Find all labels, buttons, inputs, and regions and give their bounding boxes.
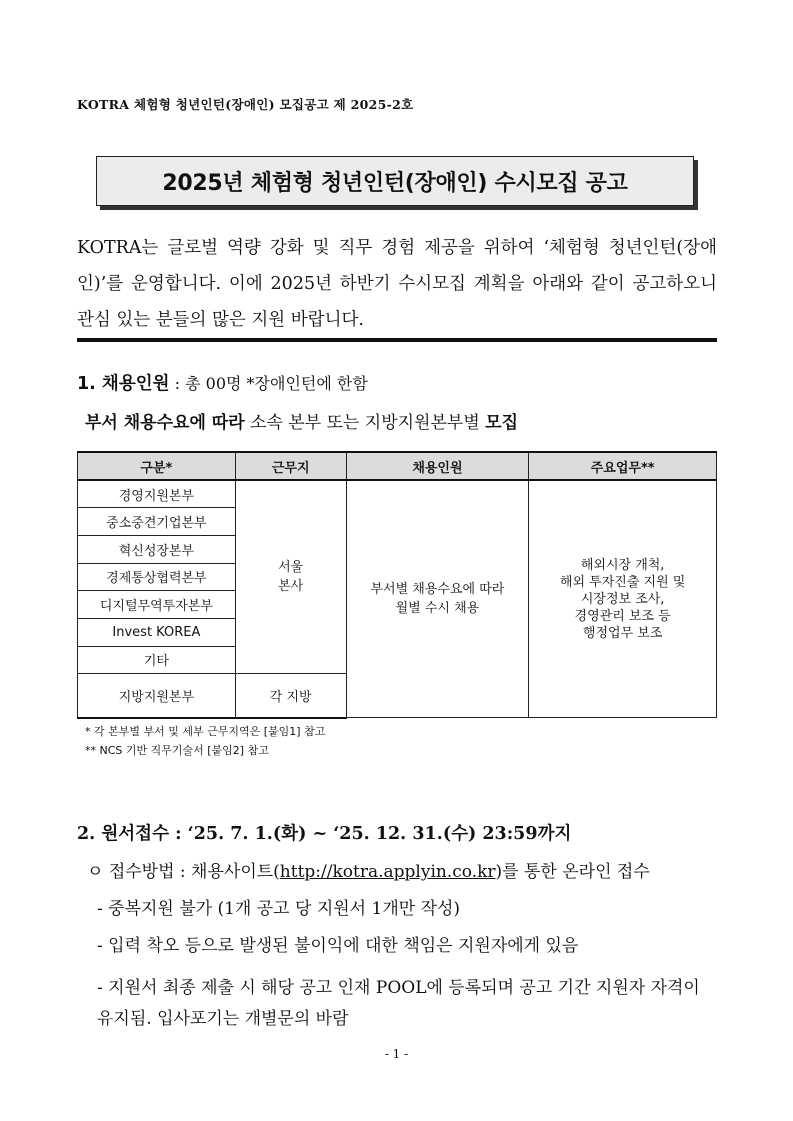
division-cell: 중소중견기업본부 [78,508,236,536]
headcount-line1: 부서별 채용수요에 따라 [370,582,505,598]
intro-paragraph: KOTRA는 글로벌 역량 강화 및 직무 경험 제공을 위하여 ‘체험형 청년인턴(장애인)’를 운영합니다. 이에 2025년 하반기 수시모집 계획을 아래와 같이 공고하오니 관심 있는 분들의 많은 지원 바랍니다. [77,238,717,330]
method-suffix: )를 통한 온라인 접수 [495,862,650,882]
location-regional-cell: 각 지방 [235,674,346,718]
method-line [87,862,650,882]
recruitment-table [77,451,717,719]
section1-heading-line [77,370,368,395]
table-header-cell: 구분* [78,452,236,480]
duty-line: 행정업무 보조 [582,625,663,641]
headcount-line2: 월별 수시 채용 [395,601,480,617]
note-line: * 각 본부별 부서 및 세부 근무지역은 [붙임1] 참고 [85,725,326,738]
section-divider [77,338,717,342]
apply-site-link[interactable]: http://kotra.applyin.co.kr [279,862,496,882]
division-cell: 경영지원본부 [78,480,236,508]
section1-sub-bold1: 부서 채용수요에 따라 [85,413,245,433]
duty-line: 해외시장 개척, [580,557,665,573]
list-item: - 지원서 최종 제출 시 해당 공고 인재 POOL에 등록되며 공고 기간 지원자 자격이 유지됨. 입사포기는 개별문의 바람 [97,978,700,1029]
duty-line: 해외 투자진출 지원 및 [559,574,686,590]
table-header-cell: 근무지 [235,452,346,480]
section1-sub-normal: 소속 본부 또는 지방지원본부별 [244,413,486,433]
division-cell: 지방지원본부 [78,674,236,718]
title-box [96,156,694,206]
division-cell: 경제통상협력본부 [78,563,236,591]
headcount-cell [346,480,529,718]
section1-subline [85,408,518,433]
table-row [78,480,717,508]
division-cell: 디지털무역투자본부 [78,591,236,619]
section2-heading: 2. 원서접수 : ‘25. 7. 1.(화) ~ ‘25. 12. 31.(수) 23:59까지 [77,824,572,844]
duty-line: 시장정보 조사, [580,591,665,607]
list-item: - 중복지원 불가 (1개 공고 당 지원서 1개만 작성) [97,899,461,919]
section1-sub-bold2: 모집 [485,413,519,433]
section1-heading: 1. 채용인원 [77,374,170,394]
list-item: - 입력 착오 등으로 발생된 불이익에 대한 책임은 지원자에게 있음 [97,936,579,956]
location-hq-line1: 서울 [278,560,304,576]
division-cell: Invest KOREA [78,618,236,646]
duty-line: 경영관리 보조 등 [574,608,671,624]
location-hq-line2: 본사 [278,579,304,595]
table-header-row [78,452,717,480]
page-title: 2025년 체험형 청년인턴(장애인) 수시모집 공고 [162,170,628,196]
location-hq-cell [235,480,346,674]
division-cell: 기타 [78,646,236,674]
table-notes [85,722,325,760]
notice-number: KOTRA 체험형 청년인턴(장애인) 모집공고 제 2025-2호 [77,97,414,112]
page-number: - 1 - [384,1047,409,1061]
section1-detail: : 총 00명 *장애인턴에 한함 [169,374,368,393]
method-prefix: ㅇ 접수방법 : 채용사이트( [87,862,280,882]
note-line: ** NCS 기반 직무기술서 [붙임2] 참고 [85,744,269,757]
duties-cell [529,480,717,718]
table-header-cell: 채용인원 [346,452,529,480]
table-header-cell: 주요업무** [529,452,717,480]
division-cell: 혁신성장본부 [78,535,236,563]
